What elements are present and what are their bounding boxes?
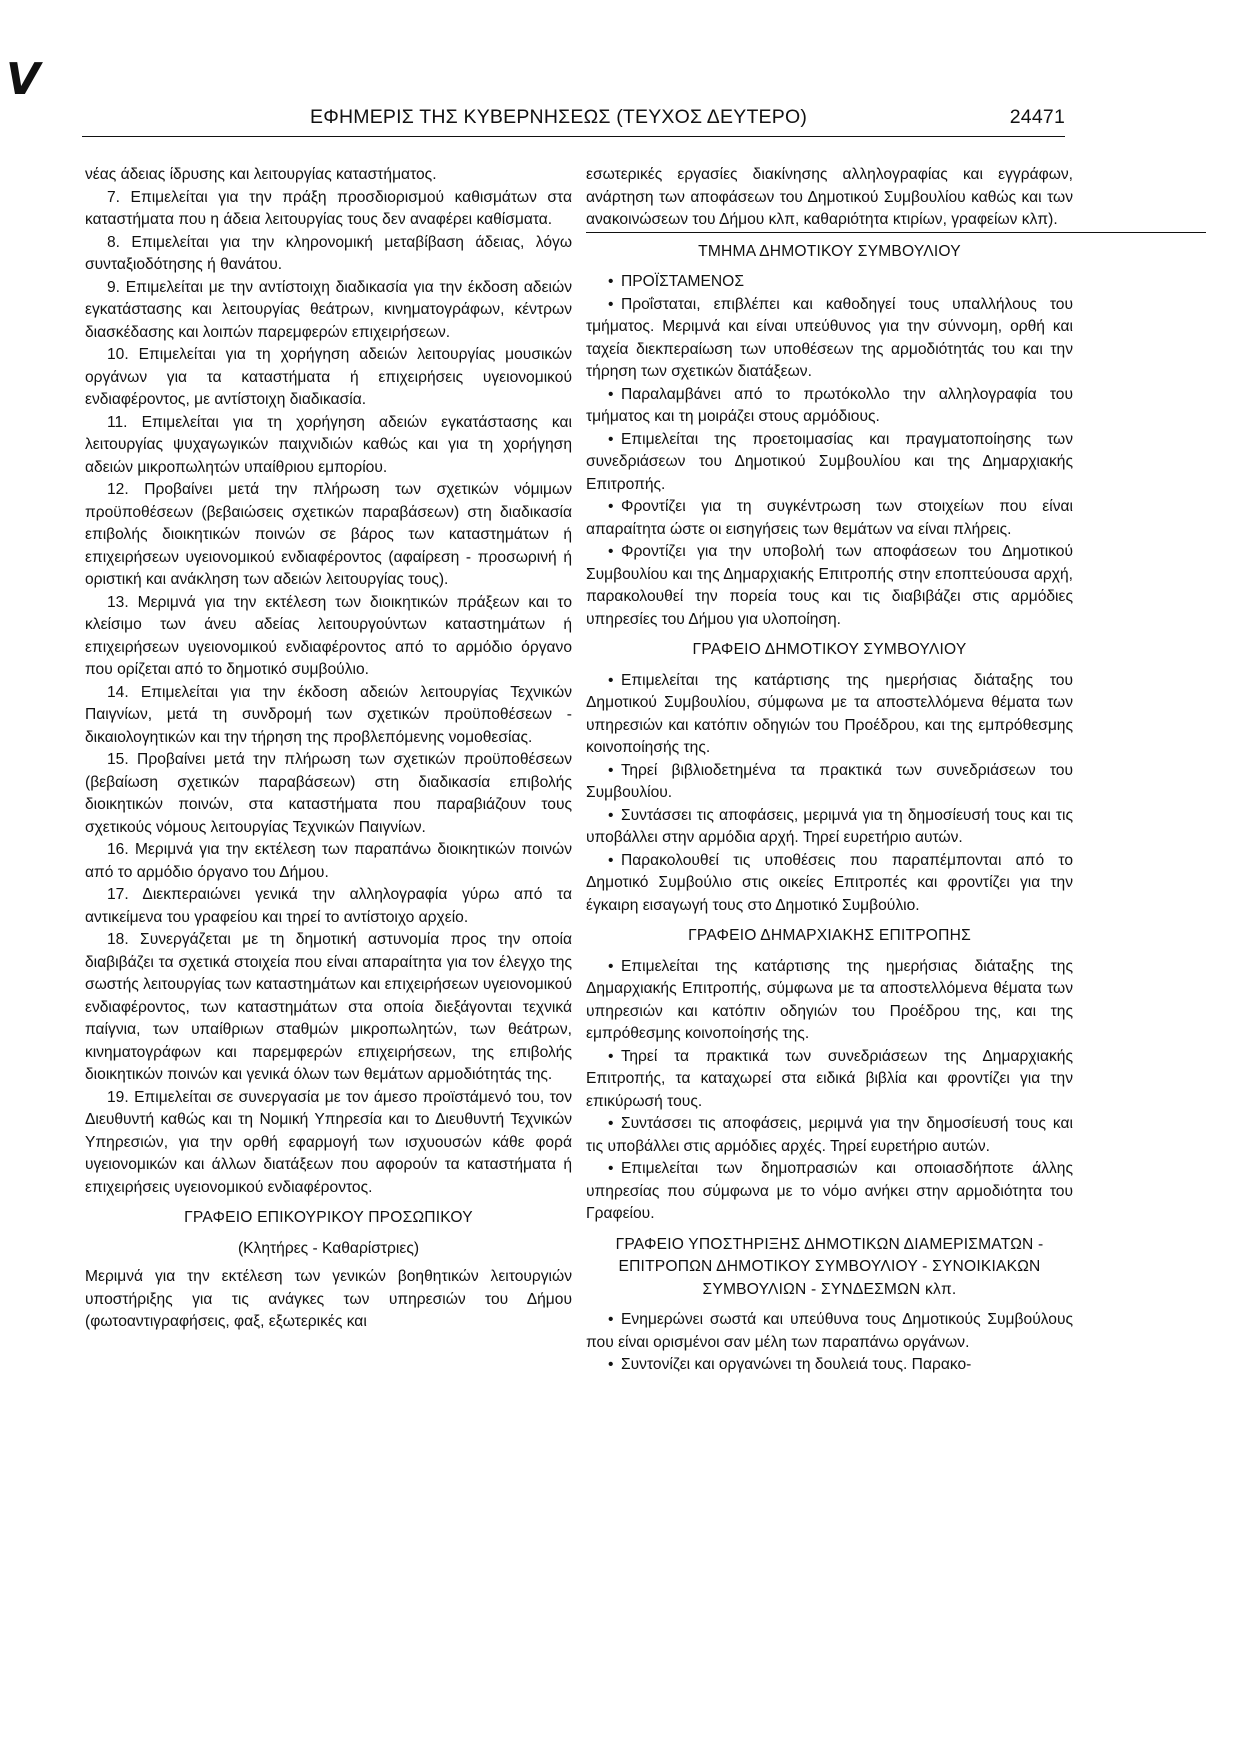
bullet-icon: • — [608, 1115, 614, 1132]
bullet-text: ΠΡΟΪΣΤΑΜΕΝΟΣ — [621, 273, 744, 290]
bullet-text: Συντάσσει τις αποφάσεις, μεριμνά για την δημοσίευσή τους και τις υποβάλλει στις αρμόδιες αρχές. Τηρεί ευρετήριο αυτών. — [586, 1115, 1073, 1155]
bullet-item — [586, 1354, 1073, 1377]
paragraph: 8. Επιμελείται για την κληρονομική μεταβίβαση άδειας, λόγω συνταξιοδότησης ή θανάτου. — [85, 233, 572, 273]
paragraph: 19. Επιμελείται σε συνεργασία με τον άμεσο προϊστάμενό του, τον Διευθυντή καθώς και τη Νομική Υπηρεσία και το Διευθυντή Τεχνικών Υπηρεσιών, για την ορθή εφαρμογή των ισχυουσών κάθε φορά υγειονομικών και άλλων διατάξεων που αφορούν τα καταστήματα ή επιχειρήσεις υγειονομικού ενδιαφέροντος. — [85, 1088, 572, 1196]
bullet-icon: • — [608, 957, 614, 975]
bullet-text: Παραλαμβάνει από το πρωτόκολλο την αλληλογραφία του τμήματος και τη μοιράζει στους αρμόδιους. — [586, 385, 1073, 425]
paragraph: νέας άδειας ίδρυσης και λειτουργίας καταστήματος. — [85, 166, 437, 183]
bullet-text: Τηρεί βιβλιοδετημένα τα πρακτικά των συνεδριάσεων του Συμβουλίου. — [586, 761, 1073, 801]
bullet-text: Ενημερώνει σωστά και υπεύθυνα τους Δημοτικούς Συμβούλους που είναι ορισμένοι σαν μέλη των παραπάνω οργάνων. — [586, 1311, 1073, 1351]
bullet-icon: • — [608, 806, 614, 824]
section-title: ΓΡΑΦΕΙΟ ΔΗΜΑΡΧΙΑΚΗΣ ΕΠΙΤΡΟΠΗΣ — [688, 927, 971, 944]
bullet-icon: • — [608, 273, 614, 290]
bullet-item — [586, 760, 1073, 805]
bullet-item — [586, 429, 1073, 497]
bullet-icon: • — [608, 295, 614, 313]
paragraph: Μεριμνά για την εκτέλεση των γενικών βοηθητικών λειτουργιών υποστήριξης για τις ανάγκες των υπηρεσιών του Δήμου (φωτοαντιγραφήσεις, φαξ, εξωτερικές και — [85, 1268, 572, 1330]
bullet-item — [586, 1309, 1073, 1354]
gazette-title: ΕΦΗΜΕΡΙΣ ΤΗΣ ΚΥΒΕΡΝΗΣΕΩΣ (ΤΕΥΧΟΣ ΔΕΥΤΕΡΟ) — [310, 106, 808, 128]
header-rule — [82, 136, 1065, 137]
bullet-item — [586, 956, 1073, 1046]
section-title: ΓΡΑΦΕΙΟ ΥΠΟΣΤΗΡΙΞΗΣ ΔΗΜΟΤΙΚΩΝ ΔΙΑΜΕΡΙΣΜΑΤΩΝ - ΕΠΙΤΡΟΠΩΝ ΔΗΜΟΤΙΚΟΥ ΣΥΜΒΟΥΛΙΟΥ - ΣΥΝΟΙΚΙΑΚΩΝ ΣΥΜΒΟΥΛΙΩΝ - ΣΥΝΔΕΣΜΩΝ κλπ. — [615, 1235, 1044, 1298]
paragraph: 7. Επιμελείται για την πράξη προσδιορισμού καθισμάτων στα καταστήματα που η άδεια λειτουργίας τους δεν αναφέρει καθίσματα. — [85, 188, 572, 228]
section-rule — [586, 232, 1206, 233]
bullet-item — [586, 384, 1073, 429]
bullet-text: Συντάσσει τις αποφάσεις, μεριμνά για τη δημοσίευσή τους και τις υποβάλλει στην αρμόδια αρχή. Τηρεί ευρετήριο αυτών. — [586, 806, 1073, 846]
bullet-text: Προΐσταται, επιβλέπει και καθοδηγεί τους υπαλλήλους του τμήματος. Μεριμνά και είναι υπεύθυνος για την σύννομη, ορθή και ταχεία διεκπεραίωση των υποθέσεων της αρμοδιότητάς του και την τήρηση των σχετικών διατάξεων. — [586, 295, 1073, 380]
paragraph: 12. Προβαίνει μετά την πλήρωση των σχετικών νόμιμων προϋποθέσεων (βεβαιώσεις σχετικών παραβάσεων) στη διαδικασία επιβολής διοικητικών ποινών σε βάρος των καταστημάτων ή επιχειρήσεων υγειονομικού ενδιαφέροντος (αφαίρεση - προσωρινή ή οριστική και ανάκληση των αδειών λειτουργίας τους). — [85, 481, 572, 588]
paragraph: εσωτερικές εργασίες διακίνησης αλληλογραφίας και εγγράφων, ανάρτηση των αποφάσεων του Δημοτικού Συμβουλίου καθώς και των ανακοινώσεων του Δήμου κλπ, καθαριότητα κτιρίων, γραφείων κλπ). — [586, 166, 1073, 228]
bullet-item — [586, 496, 1073, 541]
bullet-text: Φροντίζει για τη συγκέντρωση των στοιχείων που είναι απαραίτητα ώστε οι εισηγήσεις των θεμάτων να είναι πλήρεις. — [586, 498, 1073, 538]
paragraph: 14. Επιμελείται για την έκδοση αδειών λειτουργίας Τεχνικών Παιγνίων, μετά τη συνδρομή των σχετικών προϋποθέσεων - δικαιολογητικών και την τήρηση της προβλεπόμενης νομοθεσίας. — [85, 683, 572, 746]
left-column — [85, 164, 572, 1334]
bullet-icon: • — [608, 1356, 614, 1373]
bullet-item — [586, 541, 1073, 631]
paragraph: 10. Επιμελείται για τη χορήγηση αδειών λειτουργίας μουσικών οργάνων για τα καταστήματα ή επιχειρήσεις υγειονομικού ενδιαφέροντος, με αντίστοιχη διαδικασία. — [85, 346, 572, 408]
bullet-text: Επιμελείται της κατάρτισης της ημερήσιας διάταξης του Δημοτικού Συμβουλίου, σύμφωνα με τα αποστελλόμενα θέματα των υπηρεσιών και κατόπιν οδηγιών του Προέδρου, και της εμπρόθεσμης κοινοποίησής της. — [586, 671, 1073, 756]
bullet-icon: • — [608, 543, 614, 560]
bullet-item — [586, 1158, 1073, 1226]
paragraph: 15. Προβαίνει μετά την πλήρωση των σχετικών προϋποθέσεων (βεβαίωση σχετικών παραβάσεων) στη διαδικασία επιβολής διοικητικών ποινών, στα καταστήματα που παραβιάζουν τους σχετικούς νόμους λειτουργίας Τεχνικών Παιγνίων. — [85, 751, 572, 836]
section-title: ΓΡΑΦΕΙΟ ΕΠΙΚΟΥΡΙΚΟΥ ΠΡΟΣΩΠΙΚΟΥ — [184, 1209, 473, 1226]
page-header — [310, 106, 1065, 129]
bullet-text: Παρακολουθεί τις υποθέσεις που παραπέμπονται από το Δημοτικό Συμβούλιο στις οικείες Επιτροπές και φροντίζει για την έγκαιρη εισαγωγή τους στο Δημοτικό Συμβούλιο. — [586, 851, 1073, 914]
paragraph: 9. Επιμελείται με την αντίστοιχη διαδικασία για την έκδοση αδειών εγκατάστασης και λειτουργίας θεάτρων, κινηματογράφων, κέντρων διασκέδασης και λοιπών παρεμφερών επιχειρήσεων. — [85, 278, 572, 341]
bullet-item — [586, 670, 1073, 760]
paragraph: 13. Μεριμνά για την εκτέλεση των διοικητικών πράξεων και το κλείσιμο των άνευ αδείας λειτουργούντων καταστημάτων ή επιχειρήσεων υγειονομικού ενδιαφέροντος από το αρμόδιο όργανο που ορίζεται από το δημοτικό συμβούλιο. — [85, 593, 572, 678]
paragraph: 17. Διεκπεραιώνει γενικά την αλληλογραφία γύρω από τα αντικείμενα του γραφείου και τηρεί το αντίστοιχο αρχείο. — [85, 886, 572, 926]
bullet-text: Επιμελείται των δημοπρασιών και οποιασδήποτε άλλης υπηρεσίας που σύμφωνα με το νόμο ανήκει στην αρμοδιότητα του Γραφείου. — [586, 1160, 1073, 1222]
bullet-text: Φροντίζει για την υποβολή των αποφάσεων του Δημοτικού Συμβουλίου και της Δημαρχιακής Επιτροπής στην εποπτεύουσα αρχή, παρακολουθεί την πορεία τους και τις διαβιβάζει στις αρμόδιες υπηρεσίες του Δήμου για υλοποίηση. — [586, 543, 1073, 628]
section-subtitle: (Κλητήρες - Καθαρίστριες) — [237, 1239, 420, 1257]
bullet-icon: • — [608, 1160, 614, 1177]
bullet-icon: • — [608, 1047, 614, 1065]
right-column — [586, 164, 1073, 1377]
bullet-icon: • — [608, 851, 614, 869]
bullet-item — [586, 805, 1073, 850]
bullet-icon: • — [608, 761, 614, 779]
section-title: ΓΡΑΦΕΙΟ ΔΗΜΟΤΙΚΟΥ ΣΥΜΒΟΥΛΙΟΥ — [692, 641, 967, 658]
bullet-icon: • — [608, 385, 614, 403]
bullet-text: Επιμελείται της προετοιμασίας και πραγματοποίησης των συνεδριάσεων του Δημοτικού Συμβουλίου και της Δημαρχιακής Επιτροπής. — [586, 430, 1073, 493]
section-title: ΤΜΗΜΑ ΔΗΜΟΤΙΚΟΥ ΣΥΜΒΟΥΛΙΟΥ — [698, 242, 961, 260]
bullet-text: Συντονίζει και οργανώνει τη δουλειά τους. Παρακο- — [621, 1356, 972, 1373]
bullet-text: Επιμελείται της κατάρτισης της ημερήσιας διάταξης της Δημαρχιακής Επιτροπής, σύμφωνα με τα αποστελλόμενα θέματα των υπηρεσιών και κατόπιν οδηγιών του Προέδρου της, και της εμπρόθεσμης κοινοποίησής της. — [586, 957, 1073, 1042]
paragraph: 16. Μεριμνά για την εκτέλεση των παραπάνω διοικητικών ποινών από το αρμόδιο όργανο του Δήμου. — [85, 841, 572, 881]
bullet-text: Τηρεί τα πρακτικά των συνεδριάσεων της Δημαρχιακής Επιτροπής, τα καταχωρεί στα ειδικά βιβλία και φροντίζει για την επικύρωσή τους. — [586, 1047, 1073, 1110]
bullet-item — [586, 1046, 1073, 1114]
bullet-item — [586, 271, 1073, 294]
corner-mark: V — [6, 54, 41, 105]
page-number: 24471 — [1009, 106, 1065, 128]
bullet-item — [586, 1113, 1073, 1158]
bullet-icon: • — [608, 430, 614, 448]
bullet-icon: • — [608, 671, 614, 689]
bullet-icon: • — [608, 498, 614, 515]
bullet-item — [586, 850, 1073, 918]
bullet-item — [586, 294, 1073, 384]
bullet-icon: • — [608, 1311, 614, 1328]
paragraph: 18. Συνεργάζεται με τη δημοτική αστυνομία προς την οποία διαβιβάζει τα σχετικά στοιχεία που είναι απαραίτητα για τον έλεγχο της σωστής λειτουργίας των καταστημάτων και επιχειρήσεων υγειονομικού ενδιαφέροντος, των καταστημάτων στα οποία διεξάγονται τεχνικά παίγνια, των υπαίθριων σταθμών μικροπωλητών, των θεάτρων, κινηματογράφων και παρεμφερών επιχειρήσεων, της επιβολής διοικητικών ποινών και γενικά όλων των θεμάτων αρμοδιότητάς της. — [85, 931, 572, 1083]
paragraph: 11. Επιμελείται για τη χορήγηση αδειών εγκατάστασης και λειτουργίας ψυχαγωγικών παιχνιδιών καθώς και για τη χορήγηση αδειών μικροπωλητών υπαίθριου εμπορίου. — [85, 413, 572, 476]
